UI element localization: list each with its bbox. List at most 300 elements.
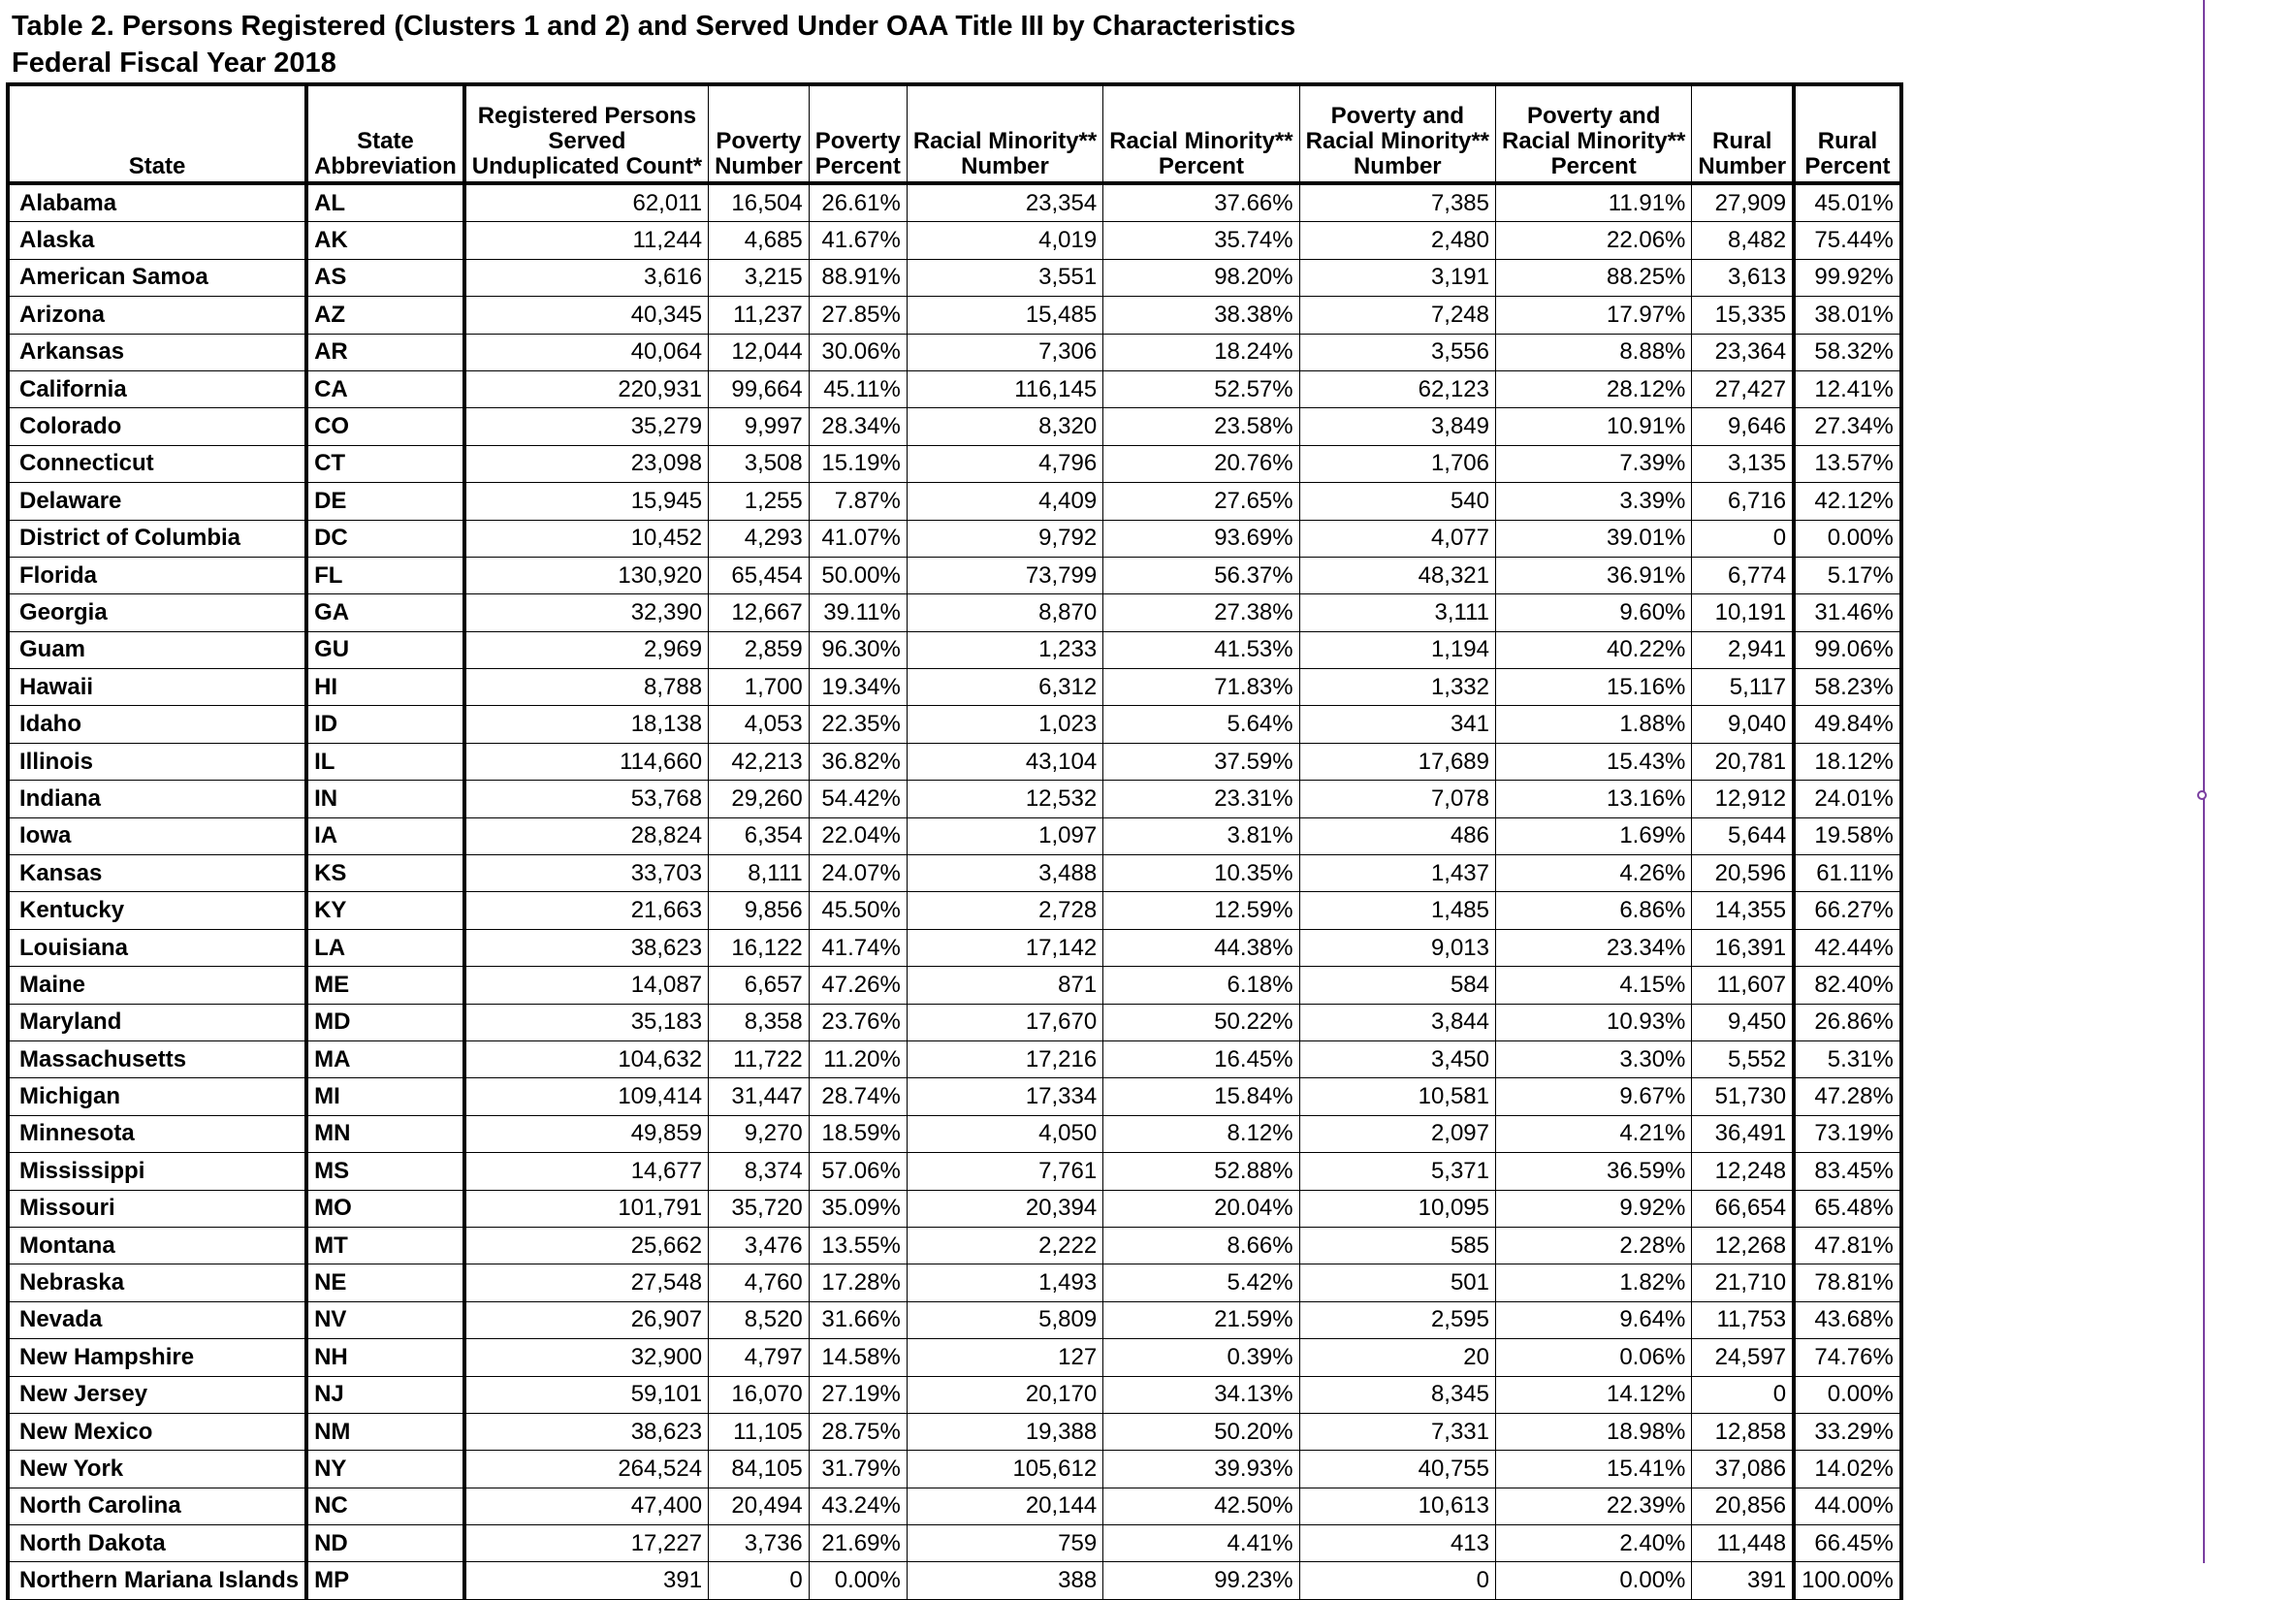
cell-rm_pct[interactable]: 21.59%: [1103, 1301, 1299, 1338]
cell-prm_num[interactable]: 5,371: [1299, 1153, 1495, 1190]
cell-pov_num[interactable]: 4,797: [709, 1339, 810, 1376]
cell-rural_pct[interactable]: 38.01%: [1794, 297, 1901, 334]
cell-rural_num[interactable]: 3,135: [1692, 445, 1794, 482]
cell-rm_num[interactable]: 12,532: [907, 781, 1102, 817]
cell-rm_num[interactable]: 4,019: [907, 222, 1102, 259]
cell-pov_num[interactable]: 8,111: [709, 855, 810, 892]
cell-rural_pct[interactable]: 0.00%: [1794, 520, 1901, 557]
cell-prm_num[interactable]: 413: [1299, 1525, 1495, 1562]
cell-registered[interactable]: 17,227: [464, 1525, 709, 1562]
cell-pov_num[interactable]: 12,044: [709, 334, 810, 370]
cell-rm_num[interactable]: 20,170: [907, 1376, 1102, 1413]
cell-rm_num[interactable]: 43,104: [907, 743, 1102, 780]
cell-prm_pct[interactable]: 15.43%: [1496, 743, 1692, 780]
cell-abbr[interactable]: ME: [306, 967, 464, 1004]
cell-pov_pct[interactable]: 23.76%: [809, 1004, 907, 1040]
cell-state[interactable]: American Samoa: [8, 259, 306, 296]
cell-abbr[interactable]: NM: [306, 1413, 464, 1450]
cell-pov_num[interactable]: 84,105: [709, 1451, 810, 1488]
cell-state[interactable]: Iowa: [8, 817, 306, 854]
cell-rural_pct[interactable]: 49.84%: [1794, 706, 1901, 743]
cell-registered[interactable]: 8,788: [464, 669, 709, 706]
cell-rm_pct[interactable]: 23.31%: [1103, 781, 1299, 817]
cell-state[interactable]: Alabama: [8, 183, 306, 222]
cell-abbr[interactable]: NE: [306, 1264, 464, 1301]
cell-prm_num[interactable]: 585: [1299, 1227, 1495, 1264]
cell-abbr[interactable]: GA: [306, 594, 464, 631]
cell-rural_pct[interactable]: 31.46%: [1794, 594, 1901, 631]
cell-prm_pct[interactable]: 10.93%: [1496, 1004, 1692, 1040]
cell-prm_pct[interactable]: 11.91%: [1496, 183, 1692, 222]
cell-rural_num[interactable]: 0: [1692, 520, 1794, 557]
cell-prm_num[interactable]: 2,595: [1299, 1301, 1495, 1338]
cell-prm_pct[interactable]: 23.34%: [1496, 929, 1692, 966]
cell-prm_num[interactable]: 3,844: [1299, 1004, 1495, 1040]
cell-rm_pct[interactable]: 5.42%: [1103, 1264, 1299, 1301]
cell-rm_num[interactable]: 7,306: [907, 334, 1102, 370]
cell-rural_pct[interactable]: 45.01%: [1794, 183, 1901, 222]
cell-abbr[interactable]: IA: [306, 817, 464, 854]
cell-rm_num[interactable]: 20,144: [907, 1488, 1102, 1524]
cell-pov_num[interactable]: 65,454: [709, 557, 810, 593]
cell-rural_num[interactable]: 21,710: [1692, 1264, 1794, 1301]
cell-pov_pct[interactable]: 35.09%: [809, 1190, 907, 1227]
cell-rural_num[interactable]: 37,086: [1692, 1451, 1794, 1488]
cell-prm_num[interactable]: 2,480: [1299, 222, 1495, 259]
cell-rm_num[interactable]: 19,388: [907, 1413, 1102, 1450]
cell-registered[interactable]: 2,969: [464, 631, 709, 668]
cell-abbr[interactable]: AS: [306, 259, 464, 296]
cell-rural_pct[interactable]: 66.45%: [1794, 1525, 1901, 1562]
cell-abbr[interactable]: CT: [306, 445, 464, 482]
cell-pov_pct[interactable]: 43.24%: [809, 1488, 907, 1524]
cell-abbr[interactable]: DE: [306, 483, 464, 520]
cell-state[interactable]: District of Columbia: [8, 520, 306, 557]
cell-prm_pct[interactable]: 40.22%: [1496, 631, 1692, 668]
cell-abbr[interactable]: MS: [306, 1153, 464, 1190]
cell-rural_pct[interactable]: 47.81%: [1794, 1227, 1901, 1264]
cell-pov_pct[interactable]: 41.74%: [809, 929, 907, 966]
cell-abbr[interactable]: HI: [306, 669, 464, 706]
cell-rm_pct[interactable]: 50.22%: [1103, 1004, 1299, 1040]
cell-pov_pct[interactable]: 54.42%: [809, 781, 907, 817]
cell-pov_pct[interactable]: 13.55%: [809, 1227, 907, 1264]
cell-pov_num[interactable]: 9,997: [709, 408, 810, 445]
cell-rural_num[interactable]: 15,335: [1692, 297, 1794, 334]
cell-pov_pct[interactable]: 41.07%: [809, 520, 907, 557]
cell-rural_num[interactable]: 0: [1692, 1376, 1794, 1413]
cell-registered[interactable]: 15,945: [464, 483, 709, 520]
cell-rural_num[interactable]: 11,753: [1692, 1301, 1794, 1338]
cell-rural_pct[interactable]: 65.48%: [1794, 1190, 1901, 1227]
cell-rural_num[interactable]: 20,596: [1692, 855, 1794, 892]
cell-rural_pct[interactable]: 83.45%: [1794, 1153, 1901, 1190]
cell-state[interactable]: North Dakota: [8, 1525, 306, 1562]
cell-pov_pct[interactable]: 7.87%: [809, 483, 907, 520]
cell-abbr[interactable]: FL: [306, 557, 464, 593]
cell-abbr[interactable]: ND: [306, 1525, 464, 1562]
cell-pov_num[interactable]: 3,508: [709, 445, 810, 482]
cell-state[interactable]: Mississippi: [8, 1153, 306, 1190]
cell-rural_pct[interactable]: 99.06%: [1794, 631, 1901, 668]
cell-prm_num[interactable]: 10,581: [1299, 1078, 1495, 1115]
cell-pov_pct[interactable]: 96.30%: [809, 631, 907, 668]
cell-prm_pct[interactable]: 15.41%: [1496, 1451, 1692, 1488]
cell-rm_pct[interactable]: 27.65%: [1103, 483, 1299, 520]
cell-rural_num[interactable]: 9,646: [1692, 408, 1794, 445]
cell-rural_num[interactable]: 8,482: [1692, 222, 1794, 259]
cell-state[interactable]: North Carolina: [8, 1488, 306, 1524]
cell-pov_pct[interactable]: 28.75%: [809, 1413, 907, 1450]
cell-prm_pct[interactable]: 3.30%: [1496, 1040, 1692, 1077]
cell-rm_num[interactable]: 1,233: [907, 631, 1102, 668]
cell-prm_num[interactable]: 584: [1299, 967, 1495, 1004]
cell-pov_num[interactable]: 11,722: [709, 1040, 810, 1077]
cell-prm_num[interactable]: 341: [1299, 706, 1495, 743]
cell-registered[interactable]: 26,907: [464, 1301, 709, 1338]
cell-registered[interactable]: 53,768: [464, 781, 709, 817]
cell-rural_num[interactable]: 6,774: [1692, 557, 1794, 593]
cell-rm_num[interactable]: 7,761: [907, 1153, 1102, 1190]
cell-pov_num[interactable]: 4,053: [709, 706, 810, 743]
cell-state[interactable]: Alaska: [8, 222, 306, 259]
cell-pov_pct[interactable]: 30.06%: [809, 334, 907, 370]
cell-pov_pct[interactable]: 28.74%: [809, 1078, 907, 1115]
cell-registered[interactable]: 40,345: [464, 297, 709, 334]
cell-rm_pct[interactable]: 71.83%: [1103, 669, 1299, 706]
cell-rural_num[interactable]: 6,716: [1692, 483, 1794, 520]
cell-registered[interactable]: 35,279: [464, 408, 709, 445]
cell-rm_pct[interactable]: 52.88%: [1103, 1153, 1299, 1190]
cell-rural_num[interactable]: 27,909: [1692, 183, 1794, 222]
cell-rm_num[interactable]: 871: [907, 967, 1102, 1004]
cell-rural_pct[interactable]: 42.44%: [1794, 929, 1901, 966]
cell-pov_num[interactable]: 1,255: [709, 483, 810, 520]
cell-prm_num[interactable]: 7,078: [1299, 781, 1495, 817]
cell-pov_pct[interactable]: 24.07%: [809, 855, 907, 892]
cell-pov_num[interactable]: 31,447: [709, 1078, 810, 1115]
cell-state[interactable]: Illinois: [8, 743, 306, 780]
cell-pov_num[interactable]: 4,293: [709, 520, 810, 557]
cell-rural_num[interactable]: 5,644: [1692, 817, 1794, 854]
cell-rural_pct[interactable]: 12.41%: [1794, 370, 1901, 407]
cell-rural_pct[interactable]: 26.86%: [1794, 1004, 1901, 1040]
cell-rm_num[interactable]: 17,670: [907, 1004, 1102, 1040]
cell-pov_num[interactable]: 6,354: [709, 817, 810, 854]
cell-abbr[interactable]: NY: [306, 1451, 464, 1488]
cell-rm_num[interactable]: 4,796: [907, 445, 1102, 482]
cell-abbr[interactable]: MN: [306, 1115, 464, 1152]
cell-pov_num[interactable]: 0: [709, 1562, 810, 1599]
cell-prm_pct[interactable]: 1.82%: [1496, 1264, 1692, 1301]
cell-prm_num[interactable]: 8,345: [1299, 1376, 1495, 1413]
cell-pov_pct[interactable]: 18.59%: [809, 1115, 907, 1152]
cell-state[interactable]: Indiana: [8, 781, 306, 817]
cell-pov_num[interactable]: 11,105: [709, 1413, 810, 1450]
cell-rm_pct[interactable]: 4.41%: [1103, 1525, 1299, 1562]
cell-rm_num[interactable]: 17,334: [907, 1078, 1102, 1115]
cell-pov_num[interactable]: 3,476: [709, 1227, 810, 1264]
cell-abbr[interactable]: AL: [306, 183, 464, 222]
cell-rural_pct[interactable]: 78.81%: [1794, 1264, 1901, 1301]
cell-registered[interactable]: 14,677: [464, 1153, 709, 1190]
cell-state[interactable]: Michigan: [8, 1078, 306, 1115]
cell-state[interactable]: Georgia: [8, 594, 306, 631]
cell-prm_pct[interactable]: 1.69%: [1496, 817, 1692, 854]
cell-prm_num[interactable]: 62,123: [1299, 370, 1495, 407]
cell-prm_num[interactable]: 48,321: [1299, 557, 1495, 593]
cell-rural_pct[interactable]: 66.27%: [1794, 892, 1901, 929]
cell-pov_num[interactable]: 16,122: [709, 929, 810, 966]
cell-prm_num[interactable]: 3,191: [1299, 259, 1495, 296]
cell-state[interactable]: Minnesota: [8, 1115, 306, 1152]
cell-prm_num[interactable]: 1,332: [1299, 669, 1495, 706]
cell-prm_pct[interactable]: 22.06%: [1496, 222, 1692, 259]
cell-registered[interactable]: 35,183: [464, 1004, 709, 1040]
cell-rural_num[interactable]: 12,268: [1692, 1227, 1794, 1264]
cell-prm_pct[interactable]: 22.39%: [1496, 1488, 1692, 1524]
cell-pov_num[interactable]: 4,685: [709, 222, 810, 259]
cell-registered[interactable]: 109,414: [464, 1078, 709, 1115]
cell-rural_pct[interactable]: 13.57%: [1794, 445, 1901, 482]
cell-pov_num[interactable]: 3,215: [709, 259, 810, 296]
cell-pov_pct[interactable]: 45.11%: [809, 370, 907, 407]
cell-rm_pct[interactable]: 15.84%: [1103, 1078, 1299, 1115]
cell-registered[interactable]: 33,703: [464, 855, 709, 892]
cell-pov_pct[interactable]: 17.28%: [809, 1264, 907, 1301]
cell-abbr[interactable]: MD: [306, 1004, 464, 1040]
cell-rural_num[interactable]: 3,613: [1692, 259, 1794, 296]
cell-state[interactable]: Delaware: [8, 483, 306, 520]
cell-rm_num[interactable]: 2,222: [907, 1227, 1102, 1264]
cell-abbr[interactable]: MT: [306, 1227, 464, 1264]
cell-rural_pct[interactable]: 27.34%: [1794, 408, 1901, 445]
cell-pov_num[interactable]: 11,237: [709, 297, 810, 334]
cell-rural_num[interactable]: 12,858: [1692, 1413, 1794, 1450]
cell-abbr[interactable]: NH: [306, 1339, 464, 1376]
cell-pov_pct[interactable]: 31.66%: [809, 1301, 907, 1338]
cell-registered[interactable]: 104,632: [464, 1040, 709, 1077]
cell-pov_pct[interactable]: 28.34%: [809, 408, 907, 445]
cell-rural_num[interactable]: 5,117: [1692, 669, 1794, 706]
cell-pov_pct[interactable]: 50.00%: [809, 557, 907, 593]
cell-prm_pct[interactable]: 15.16%: [1496, 669, 1692, 706]
cell-rm_num[interactable]: 20,394: [907, 1190, 1102, 1227]
cell-rural_num[interactable]: 9,450: [1692, 1004, 1794, 1040]
cell-state[interactable]: Maryland: [8, 1004, 306, 1040]
cell-rm_pct[interactable]: 42.50%: [1103, 1488, 1299, 1524]
cell-rural_pct[interactable]: 43.68%: [1794, 1301, 1901, 1338]
cell-pov_pct[interactable]: 21.69%: [809, 1525, 907, 1562]
cell-registered[interactable]: 114,660: [464, 743, 709, 780]
cell-prm_pct[interactable]: 3.39%: [1496, 483, 1692, 520]
cell-rural_pct[interactable]: 0.00%: [1794, 1376, 1901, 1413]
cell-registered[interactable]: 38,623: [464, 929, 709, 966]
cell-state[interactable]: Kentucky: [8, 892, 306, 929]
cell-rm_num[interactable]: 73,799: [907, 557, 1102, 593]
cell-abbr[interactable]: MI: [306, 1078, 464, 1115]
cell-state[interactable]: Florida: [8, 557, 306, 593]
cell-registered[interactable]: 27,548: [464, 1264, 709, 1301]
cell-prm_pct[interactable]: 88.25%: [1496, 259, 1692, 296]
cell-abbr[interactable]: DC: [306, 520, 464, 557]
cell-rural_pct[interactable]: 58.32%: [1794, 334, 1901, 370]
cell-rural_num[interactable]: 11,448: [1692, 1525, 1794, 1562]
cell-rm_pct[interactable]: 99.23%: [1103, 1562, 1299, 1599]
cell-state[interactable]: Hawaii: [8, 669, 306, 706]
cell-registered[interactable]: 47,400: [464, 1488, 709, 1524]
cell-rm_num[interactable]: 15,485: [907, 297, 1102, 334]
cell-state[interactable]: Kansas: [8, 855, 306, 892]
cell-state[interactable]: Louisiana: [8, 929, 306, 966]
cell-state[interactable]: Guam: [8, 631, 306, 668]
cell-prm_pct[interactable]: 9.64%: [1496, 1301, 1692, 1338]
cell-prm_pct[interactable]: 17.97%: [1496, 297, 1692, 334]
cell-prm_num[interactable]: 20: [1299, 1339, 1495, 1376]
cell-pov_num[interactable]: 16,070: [709, 1376, 810, 1413]
cell-prm_num[interactable]: 3,849: [1299, 408, 1495, 445]
cell-rural_num[interactable]: 5,552: [1692, 1040, 1794, 1077]
cell-abbr[interactable]: IN: [306, 781, 464, 817]
cell-rm_pct[interactable]: 34.13%: [1103, 1376, 1299, 1413]
cell-registered[interactable]: 18,138: [464, 706, 709, 743]
cell-abbr[interactable]: MP: [306, 1562, 464, 1599]
cell-pov_num[interactable]: 16,504: [709, 183, 810, 222]
cell-rural_num[interactable]: 24,597: [1692, 1339, 1794, 1376]
cell-rural_num[interactable]: 51,730: [1692, 1078, 1794, 1115]
cell-rural_num[interactable]: 9,040: [1692, 706, 1794, 743]
cell-state[interactable]: New Mexico: [8, 1413, 306, 1450]
cell-rm_num[interactable]: 127: [907, 1339, 1102, 1376]
cell-rm_pct[interactable]: 8.66%: [1103, 1227, 1299, 1264]
cell-rm_pct[interactable]: 16.45%: [1103, 1040, 1299, 1077]
cell-pov_num[interactable]: 9,856: [709, 892, 810, 929]
cell-rm_pct[interactable]: 18.24%: [1103, 334, 1299, 370]
cell-prm_pct[interactable]: 2.40%: [1496, 1525, 1692, 1562]
cell-prm_num[interactable]: 9,013: [1299, 929, 1495, 966]
cell-prm_num[interactable]: 40,755: [1299, 1451, 1495, 1488]
cell-state[interactable]: Massachusetts: [8, 1040, 306, 1077]
cell-pov_pct[interactable]: 27.85%: [809, 297, 907, 334]
cell-registered[interactable]: 11,244: [464, 222, 709, 259]
cell-pov_pct[interactable]: 22.04%: [809, 817, 907, 854]
cell-rural_num[interactable]: 11,607: [1692, 967, 1794, 1004]
cell-pov_num[interactable]: 3,736: [709, 1525, 810, 1562]
cell-rm_pct[interactable]: 56.37%: [1103, 557, 1299, 593]
cell-rm_pct[interactable]: 0.39%: [1103, 1339, 1299, 1376]
cell-rm_num[interactable]: 1,097: [907, 817, 1102, 854]
cell-pov_pct[interactable]: 47.26%: [809, 967, 907, 1004]
cell-rm_pct[interactable]: 37.59%: [1103, 743, 1299, 780]
cell-state[interactable]: New York: [8, 1451, 306, 1488]
cell-rm_pct[interactable]: 37.66%: [1103, 183, 1299, 222]
cell-rural_num[interactable]: 20,856: [1692, 1488, 1794, 1524]
cell-prm_pct[interactable]: 7.39%: [1496, 445, 1692, 482]
cell-prm_pct[interactable]: 13.16%: [1496, 781, 1692, 817]
cell-pov_pct[interactable]: 39.11%: [809, 594, 907, 631]
cell-abbr[interactable]: KY: [306, 892, 464, 929]
cell-prm_pct[interactable]: 36.91%: [1496, 557, 1692, 593]
cell-prm_pct[interactable]: 9.67%: [1496, 1078, 1692, 1115]
cell-prm_num[interactable]: 10,095: [1299, 1190, 1495, 1227]
cell-state[interactable]: Northern Mariana Islands: [8, 1562, 306, 1599]
cell-rural_pct[interactable]: 61.11%: [1794, 855, 1901, 892]
cell-rm_num[interactable]: 105,612: [907, 1451, 1102, 1488]
cell-pov_num[interactable]: 12,667: [709, 594, 810, 631]
cell-pov_num[interactable]: 4,760: [709, 1264, 810, 1301]
cell-state[interactable]: New Hampshire: [8, 1339, 306, 1376]
cell-rm_num[interactable]: 6,312: [907, 669, 1102, 706]
cell-rm_pct[interactable]: 3.81%: [1103, 817, 1299, 854]
cell-pov_pct[interactable]: 27.19%: [809, 1376, 907, 1413]
cell-registered[interactable]: 391: [464, 1562, 709, 1599]
cell-prm_num[interactable]: 10,613: [1299, 1488, 1495, 1524]
cell-rm_num[interactable]: 8,870: [907, 594, 1102, 631]
cell-rural_pct[interactable]: 5.31%: [1794, 1040, 1901, 1077]
cell-rm_pct[interactable]: 39.93%: [1103, 1451, 1299, 1488]
cell-rm_num[interactable]: 17,216: [907, 1040, 1102, 1077]
cell-state[interactable]: New Jersey: [8, 1376, 306, 1413]
cell-rural_pct[interactable]: 18.12%: [1794, 743, 1901, 780]
cell-prm_pct[interactable]: 1.88%: [1496, 706, 1692, 743]
cell-state[interactable]: Maine: [8, 967, 306, 1004]
cell-prm_num[interactable]: 501: [1299, 1264, 1495, 1301]
cell-rm_num[interactable]: 23,354: [907, 183, 1102, 222]
cell-rm_pct[interactable]: 41.53%: [1103, 631, 1299, 668]
cell-prm_num[interactable]: 2,097: [1299, 1115, 1495, 1152]
cell-rural_num[interactable]: 36,491: [1692, 1115, 1794, 1152]
cell-prm_pct[interactable]: 4.26%: [1496, 855, 1692, 892]
cell-abbr[interactable]: NC: [306, 1488, 464, 1524]
cell-rm_pct[interactable]: 8.12%: [1103, 1115, 1299, 1152]
cell-pov_pct[interactable]: 0.00%: [809, 1562, 907, 1599]
cell-rural_num[interactable]: 391: [1692, 1562, 1794, 1599]
cell-registered[interactable]: 101,791: [464, 1190, 709, 1227]
cell-rural_pct[interactable]: 58.23%: [1794, 669, 1901, 706]
cell-rm_pct[interactable]: 93.69%: [1103, 520, 1299, 557]
cell-rural_pct[interactable]: 100.00%: [1794, 1562, 1901, 1599]
cell-prm_pct[interactable]: 36.59%: [1496, 1153, 1692, 1190]
resize-handle[interactable]: [2197, 790, 2207, 800]
cell-pov_num[interactable]: 35,720: [709, 1190, 810, 1227]
cell-pov_pct[interactable]: 19.34%: [809, 669, 907, 706]
cell-prm_pct[interactable]: 4.15%: [1496, 967, 1692, 1004]
cell-registered[interactable]: 32,390: [464, 594, 709, 631]
cell-state[interactable]: Arkansas: [8, 334, 306, 370]
cell-pov_num[interactable]: 99,664: [709, 370, 810, 407]
cell-state[interactable]: Connecticut: [8, 445, 306, 482]
cell-prm_num[interactable]: 7,385: [1299, 183, 1495, 222]
cell-rm_pct[interactable]: 23.58%: [1103, 408, 1299, 445]
cell-registered[interactable]: 264,524: [464, 1451, 709, 1488]
cell-pov_num[interactable]: 8,358: [709, 1004, 810, 1040]
cell-pov_pct[interactable]: 22.35%: [809, 706, 907, 743]
cell-rm_num[interactable]: 17,142: [907, 929, 1102, 966]
cell-state[interactable]: Nebraska: [8, 1264, 306, 1301]
cell-registered[interactable]: 38,623: [464, 1413, 709, 1450]
cell-pov_pct[interactable]: 45.50%: [809, 892, 907, 929]
cell-registered[interactable]: 21,663: [464, 892, 709, 929]
cell-rural_num[interactable]: 23,364: [1692, 334, 1794, 370]
cell-prm_num[interactable]: 17,689: [1299, 743, 1495, 780]
cell-rural_pct[interactable]: 14.02%: [1794, 1451, 1901, 1488]
cell-state[interactable]: Arizona: [8, 297, 306, 334]
cell-abbr[interactable]: KS: [306, 855, 464, 892]
cell-prm_pct[interactable]: 4.21%: [1496, 1115, 1692, 1152]
cell-abbr[interactable]: AZ: [306, 297, 464, 334]
cell-rm_num[interactable]: 388: [907, 1562, 1102, 1599]
cell-prm_num[interactable]: 3,556: [1299, 334, 1495, 370]
